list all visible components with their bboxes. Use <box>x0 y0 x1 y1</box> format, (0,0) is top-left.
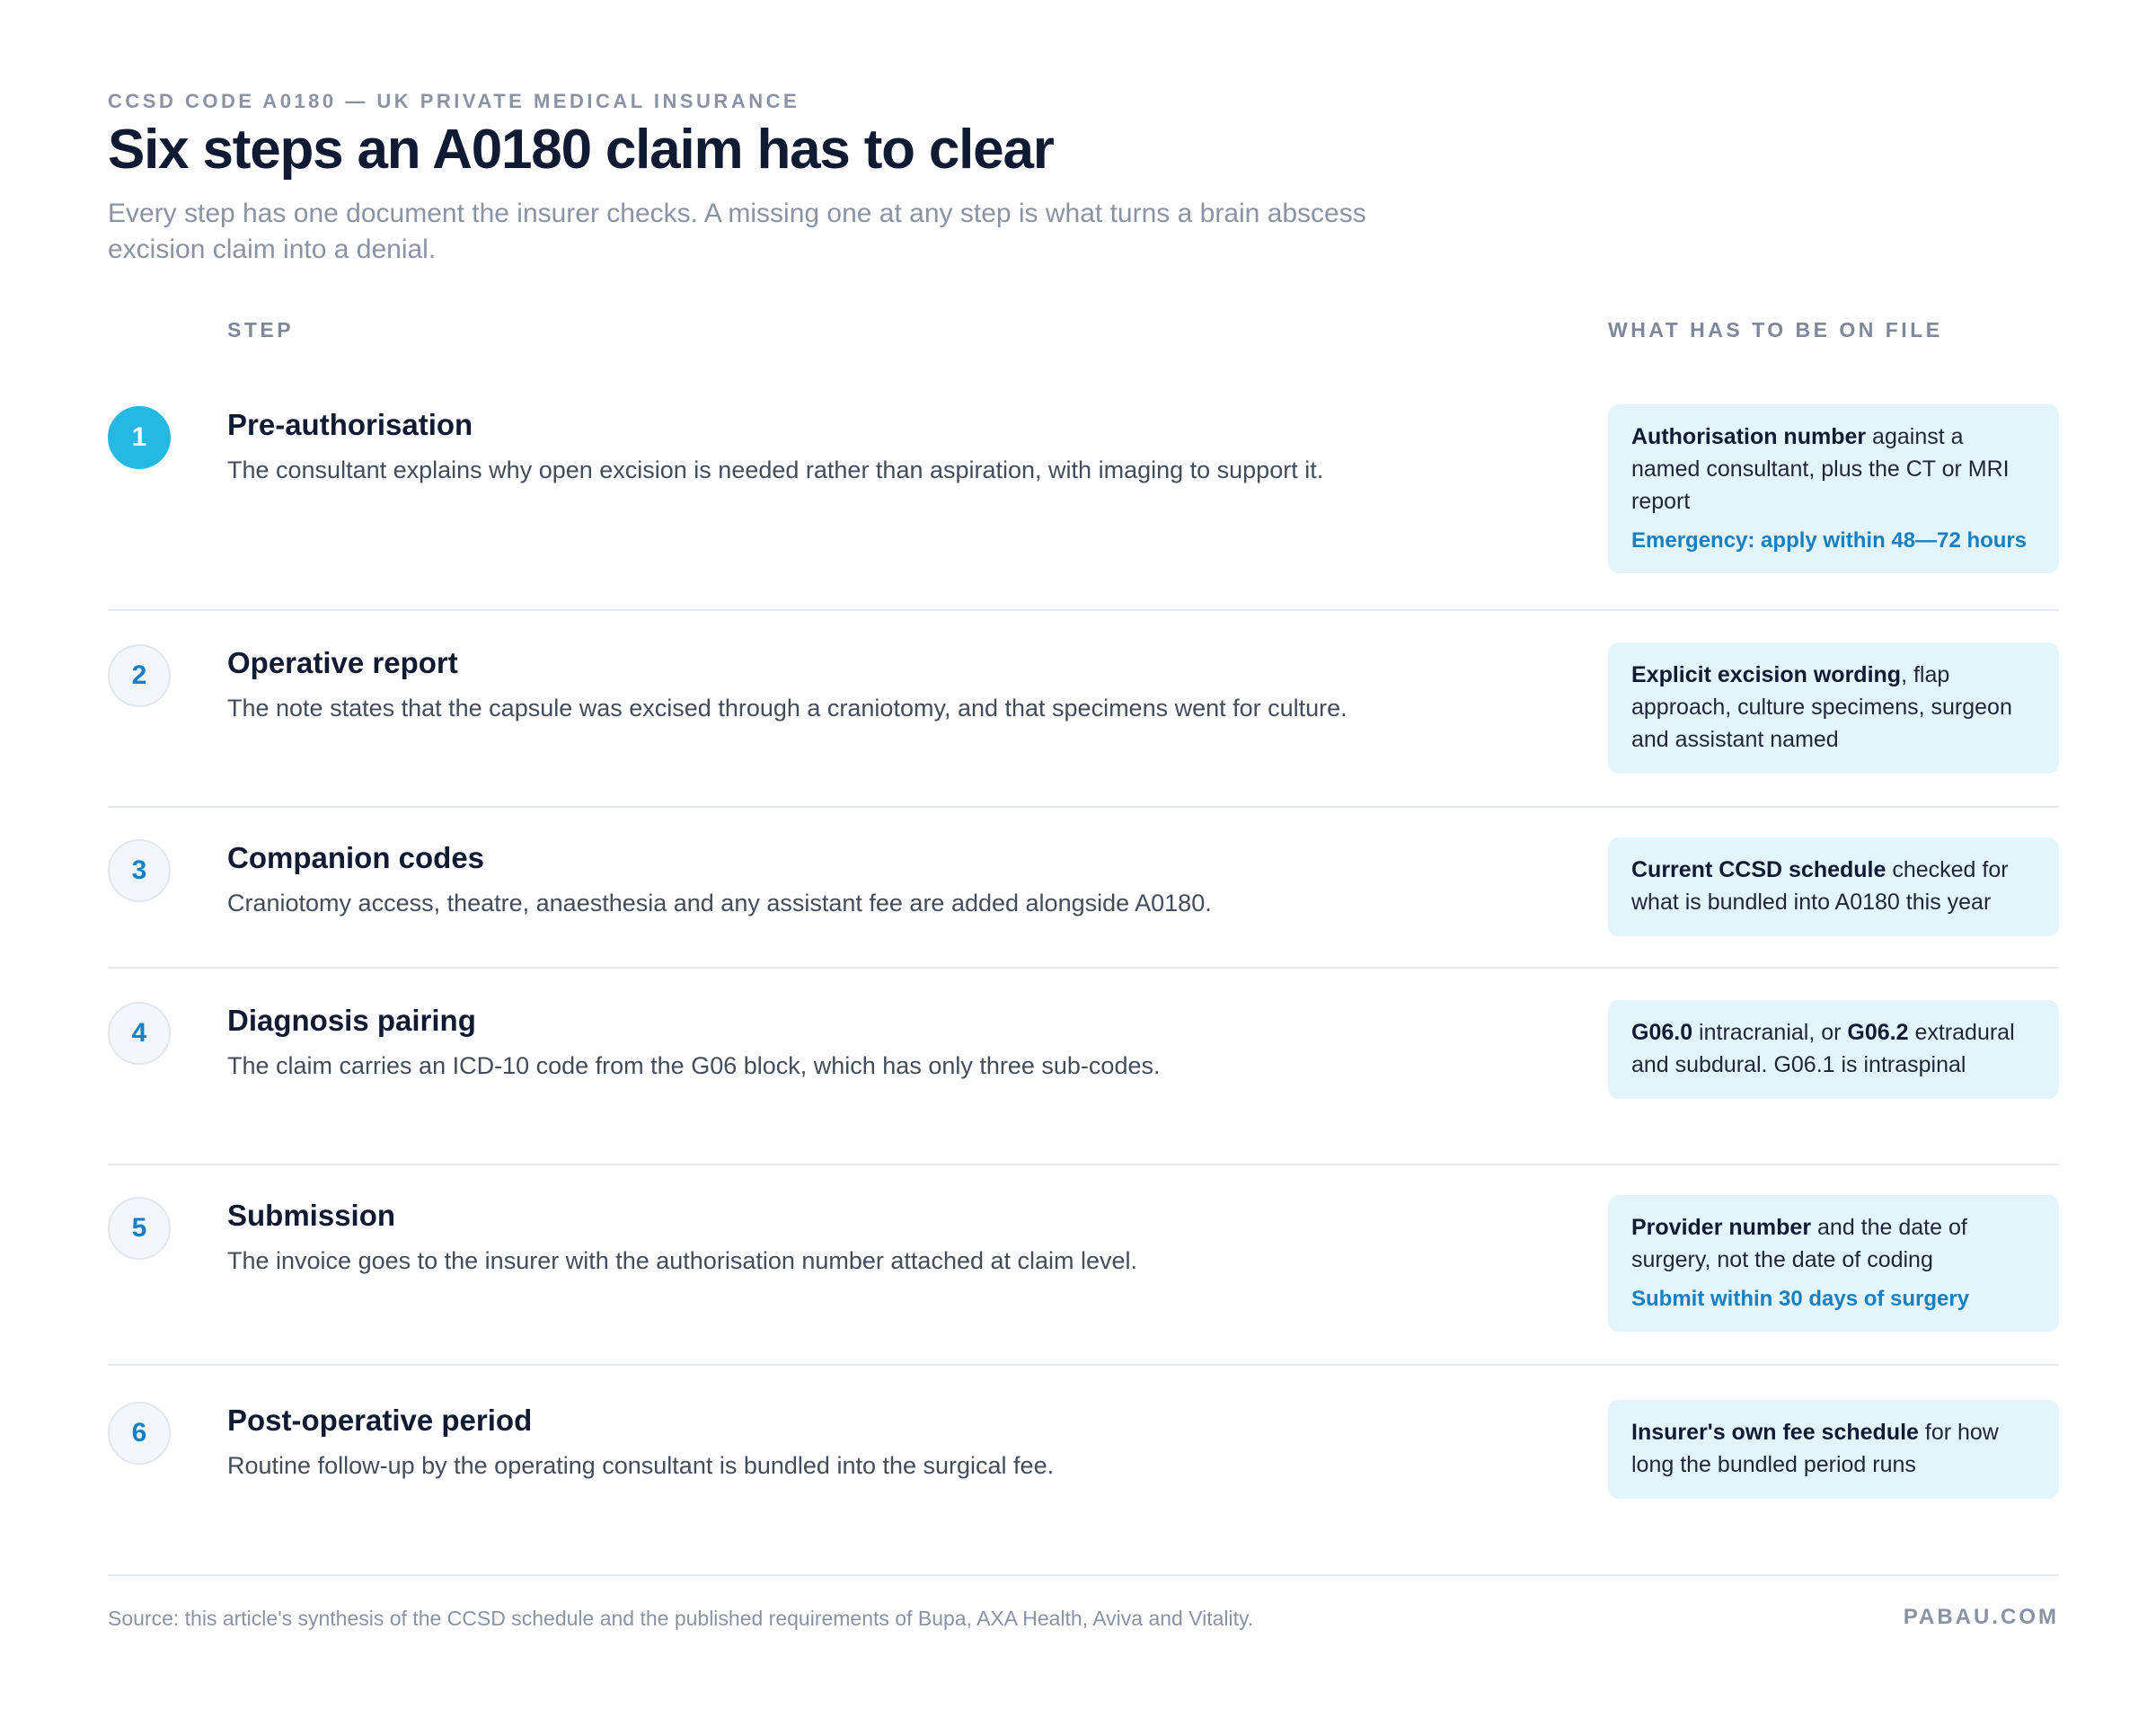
requirement-text <box>1631 659 2036 756</box>
requirement-detail: , flap approach, culture specimens, surgeon and assistant named <box>1631 662 2012 752</box>
step-number-badge: 1 <box>108 406 171 469</box>
requirement-card <box>1608 1000 2059 1099</box>
deadline-note: Submit within 30 days of surgery <box>1631 1287 1970 1311</box>
page-title: Six steps an A0180 claim has to clear <box>108 119 1054 181</box>
requirement-text <box>1631 854 2036 918</box>
column-header-step: STEP <box>227 318 295 341</box>
requirement-card <box>1608 642 2059 774</box>
requirement-detail-secondary: extradural and subdural. G06.1 is intraspinal <box>1631 1020 2015 1077</box>
column-header-on-file: WHAT HAS TO BE ON FILE <box>1608 318 1943 341</box>
step-row-2 <box>108 642 2059 808</box>
requirement-detail: checked for what is bundled into A0180 this year <box>1631 857 2009 915</box>
requirement-detail: intracranial, or <box>1692 1020 1848 1045</box>
step-row-6 <box>108 1400 2059 1508</box>
requirement-key: Explicit excision wording <box>1631 662 1902 687</box>
step-description: The claim carries an ICD-10 code from the G06 block, which has only three sub-codes. <box>227 1052 1161 1079</box>
requirement-key: Insurer's own fee schedule <box>1631 1420 1919 1445</box>
step-row-3 <box>108 837 2059 969</box>
step-row-4 <box>108 1000 2059 1165</box>
step-description: The invoice goes to the insurer with the authorisation number attached at claim level. <box>227 1247 1138 1274</box>
row-divider <box>108 806 2059 808</box>
step-number-badge: 4 <box>108 1002 171 1065</box>
source-note: Source: this article's synthesis of the CCSD schedule and the published requirements of Bupa, AXA Health, Aviva and Vitality. <box>108 1607 1254 1630</box>
page-subtitle: Every step has one document the insurer checks. A missing one at any step is what turns a brain abscess excision claim into a denial. <box>108 199 1366 264</box>
requirement-key: Authorisation number <box>1631 424 1867 449</box>
footer-divider <box>108 1574 2059 1576</box>
step-title: Companion codes <box>227 841 485 874</box>
step-description: The note states that the capsule was excised through a craniotomy, and that specimens went for culture. <box>227 695 1348 722</box>
step-title: Submission <box>227 1199 396 1232</box>
requirement-text <box>1631 1016 2036 1081</box>
step-number-badge: 3 <box>108 839 171 902</box>
row-divider <box>108 967 2059 969</box>
step-row-5 <box>108 1195 2059 1366</box>
requirement-key: G06.0 <box>1631 1020 1693 1045</box>
requirement-detail: against a named consultant, plus the CT or MRI report <box>1631 424 2010 514</box>
requirement-text <box>1631 421 2036 518</box>
step-description: The consultant explains why open excision is needed rather than aspiration, with imaging to support it. <box>227 456 1324 483</box>
step-description: Craniotomy access, theatre, anaesthesia and any assistant fee are added alongside A0180. <box>227 890 1212 917</box>
step-title: Pre-authorisation <box>227 408 473 441</box>
requirement-key: Provider number <box>1631 1215 1812 1240</box>
step-title: Operative report <box>227 646 458 679</box>
requirement-card <box>1608 404 2059 573</box>
requirement-text <box>1631 1211 2036 1276</box>
row-divider <box>108 1364 2059 1366</box>
deadline-note: Emergency: apply within 48—72 hours <box>1631 528 2028 553</box>
step-number-badge: 6 <box>108 1402 171 1465</box>
requirement-card <box>1608 1195 2059 1332</box>
requirement-detail: and the date of surgery, not the date of coding <box>1631 1215 1967 1272</box>
row-divider <box>108 609 2059 611</box>
requirement-card <box>1608 1400 2059 1499</box>
eyebrow: CCSD CODE A0180 — UK PRIVATE MEDICAL INSURANCE <box>108 90 800 112</box>
requirement-detail: for how long the bundled period runs <box>1631 1420 1999 1477</box>
requirement-key-secondary: G06.2 <box>1847 1020 1909 1045</box>
requirement-card <box>1608 837 2059 936</box>
requirement-text <box>1631 1416 2036 1481</box>
step-row-1 <box>108 404 2059 611</box>
step-title: Diagnosis pairing <box>227 1004 476 1037</box>
step-title: Post-operative period <box>227 1404 533 1437</box>
step-description: Routine follow-up by the operating consultant is bundled into the surgical fee. <box>227 1452 1055 1479</box>
row-divider <box>108 1164 2059 1165</box>
step-number-badge: 5 <box>108 1197 171 1260</box>
brand-mark: PABAU.COM <box>1903 1605 2059 1629</box>
requirement-key: Current CCSD schedule <box>1631 857 1886 882</box>
step-number-badge: 2 <box>108 644 171 707</box>
